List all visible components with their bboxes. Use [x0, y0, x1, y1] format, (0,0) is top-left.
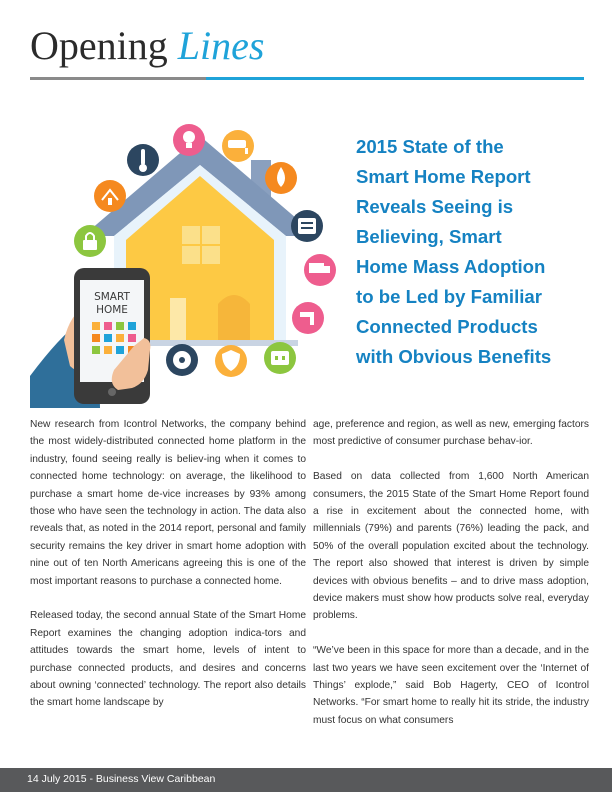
- cctv-camera-icon: [222, 130, 254, 162]
- power-socket-icon: [264, 342, 296, 374]
- article-headline: [356, 132, 596, 372]
- headline-line: 2015 State of the: [356, 136, 504, 157]
- water-drop-icon: [265, 162, 297, 194]
- title-rule-blue: [206, 77, 584, 80]
- page-footer: [0, 768, 612, 792]
- headline-line: Connected Products: [356, 316, 538, 337]
- page-title: [30, 23, 265, 68]
- fan-icon: [166, 344, 198, 376]
- security-shield-icon: [215, 345, 247, 377]
- headline-line: Smart Home Report: [356, 166, 531, 187]
- headline-line: Home Mass Adoption: [356, 256, 546, 277]
- body-column-right: [313, 416, 589, 729]
- footer-text: 14 July 2015 - Business View Caribbean: [27, 773, 216, 785]
- body-paragraph: Released today, the second annual State of the Smart Home Report examines the changing adoption indica-tors and attitudes towards the smart home, levels of intent to purchase connected products, and desires and concerns about owning ‘connected’ technology. The report also details the smart home landscape by: [30, 610, 306, 709]
- sprinkler-icon: [94, 180, 126, 212]
- faucet-icon: [292, 302, 324, 334]
- phone-label-line2: HOME: [96, 304, 128, 316]
- truck-icon: [304, 254, 336, 286]
- headline-line: Reveals Seeing is: [356, 196, 514, 217]
- hand-holding-phone: [30, 268, 150, 408]
- headline-line: to be Led by Familiar: [356, 286, 542, 307]
- smart-home-illustration: [30, 108, 348, 408]
- body-paragraph: Based on data collected from 1,600 North American consumers, the 2015 State of the Smart Home Report found a rise in excitement about the connected home, with millennials (79%) and parents (76%) leading the pack, and 50% of the overall population excited about the technology. The report also showed that interest is driven by simple devices with obvious benefits – and to drive mass adoption, device makers must show how products solve real, everyday problems.: [313, 471, 589, 622]
- headline-line: with Obvious Benefits: [356, 346, 552, 367]
- headline-line: Believing, Smart: [356, 226, 502, 247]
- body-paragraph: age, preference and region, as well as new, emerging factors most predictive of consumer purchase behav-ior.: [313, 419, 589, 448]
- lightbulb-icon: [173, 124, 205, 156]
- body-paragraph: “We’ve been in this space for more than a decade, and in the last two years we have seen excitement over the ‘Internet of Things’ explode,” said Bob Hagerty, CEO of Icontrol Networks. “For smart home to really hit its stride, the industry must focus on what consumers: [313, 645, 589, 726]
- thermometer-icon: [127, 144, 159, 176]
- body-paragraph: New research from Icontrol Networks, the company behind the most widely-distributed connected home platform in the industry, found seeing really is believ-ing when it comes to connected home technology: on average, the likelihood to purchase a smart home de-vice increases by 93% among those who have seen the technology in action. The data also reveals that, as noted in the 2014 report, personal and family security remains the key driver in smart home adoption with nine out of ten North Americans agreeing this is one of the most important reasons to purchase a connected home.: [30, 419, 306, 587]
- title-rule-grey: [30, 77, 206, 80]
- title-main: Opening: [30, 23, 168, 68]
- title-accent: Lines: [177, 23, 265, 68]
- appliance-icon: [291, 210, 323, 242]
- lock-icon: [74, 225, 106, 257]
- body-column-left: [30, 416, 306, 712]
- phone-label-line1: SMART: [94, 291, 130, 303]
